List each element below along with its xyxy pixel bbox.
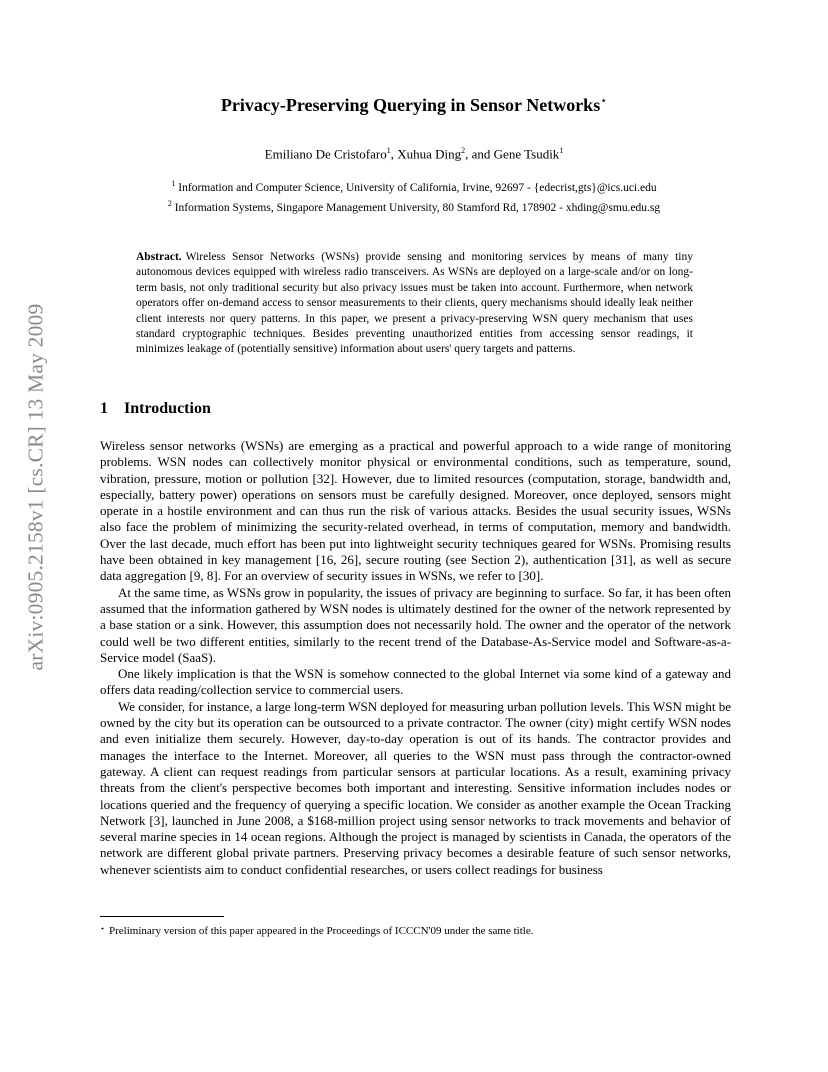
body-paragraph: We consider, for instance, a large long-term WSN deployed for measuring urban pollution levels. This WSN might be owned by the city but its operation can be outsourced to a private contractor. The owner (city) might certify WSN nodes and even initialize them securely. However, day-to-day operation is out of its hands. The contractor provides and manages the interface to the Internet. Moreover, all queries to the WSN must pass through the contractor-owned gateway. A client can request readings from particular sensors at particular locations. As a result, examining privacy threats from the client's perspective becomes both important and interesting. Sensitive information includes nodes or locations queried and the frequency of querying a specific location. We consider as another example the Ocean Tracking Network [3], launched in June 2008, a $168-million project using sensor networks to track movements and behavior of several marine species in 14 ocean regions. Although the project is managed by scientists in Canada, the operators of the network are different global private partners. Preserving privacy becomes a desirable feature of such sensor networks, whenever scientists aim to conduct confidential researches, or users collect readings for business bbox=[100, 698, 731, 877]
paper-title bbox=[80, 94, 748, 116]
section-title: Introduction bbox=[124, 400, 211, 417]
title-footnote-mark: ⋆ bbox=[600, 95, 608, 107]
author-affiliation-mark: 1 bbox=[386, 146, 391, 155]
author-name: Gene Tsudik bbox=[493, 146, 560, 162]
section-body bbox=[100, 438, 731, 878]
abstract bbox=[136, 250, 693, 358]
arxiv-identifier-stamp: arXiv:0905.2158v1 [cs.CR] 13 May 2009 bbox=[23, 303, 48, 671]
section-number: 1 bbox=[100, 400, 108, 417]
section-heading bbox=[100, 400, 211, 418]
abstract-text: Wireless Sensor Networks (WSNs) provide sensing and monitoring services by means of many tiny autonomous devices equipped with wireless radio transceivers. As WSNs are deployed on a large-scale and/or on long-term basis, not only traditional security but also privacy issues must be taken into account. Furthermore, when network operators offer on-demand access to sensor measurements to their clients, query mechanisms should ideally leak neither client interests nor query patterns. In this paper, we present a privacy-preserving WSN query mechanism that uses standard cryptographic techniques. Besides preventing unauthorized entities from accessing sensor readings, it minimizes leakage of (potentially sensitive) information about users' query targets and patterns. bbox=[136, 251, 693, 356]
author-name: Emiliano De Cristofaro bbox=[264, 146, 387, 162]
body-paragraph: Wireless sensor networks (WSNs) are emerging as a practical and powerful approach to a wide range of monitoring problems. WSN nodes can collectively monitor physical or environmental conditions, such as temperature, sound, vibration, pressure, motion or pollution [32]. However, due to limited resources (computation, storage, bandwidth and, especially, battery power) operations on sensors must be carefully designed. Moreover, once deployed, sensors might operate in a hostile environment and can thus run the risk of various attacks. Besides the usual security issues, WSNs also face the problem of minimizing the security-related overhead, in terms of computation, memory and bandwidth. Over the last decade, much effort has been put into lightweight security techniques geared for WSNs. Promising results have been obtained in key management [16, 26], secure routing (see Section 2), authentication [31], as well as secure data aggregation [9, 8]. For an overview of security issues in WSNs, we refer to [30]. bbox=[100, 438, 731, 584]
author-separator: , bbox=[390, 146, 398, 162]
footnote bbox=[100, 922, 731, 938]
affiliation-mark: 1 bbox=[171, 179, 176, 188]
footnote-rule bbox=[100, 916, 224, 917]
author-affiliation-mark: 2 bbox=[461, 146, 466, 155]
affiliation-mark: 2 bbox=[167, 198, 172, 208]
abstract-label: Abstract. bbox=[136, 251, 182, 263]
author-separator: , and bbox=[465, 146, 494, 162]
affiliation-list bbox=[80, 176, 748, 216]
author-affiliation-mark: 1 bbox=[559, 146, 564, 155]
author-list bbox=[80, 146, 748, 162]
footnote-text: Preliminary version of this paper appeared in the Proceedings of ICCCN'09 under the same title. bbox=[109, 925, 534, 937]
affiliation-line bbox=[80, 176, 748, 196]
affiliation-text: Information and Computer Science, University of California, Irvine, 92697 - {edecrist,gts}@ics.uci.edu bbox=[178, 181, 657, 194]
body-paragraph: At the same time, as WSNs grow in popularity, the issues of privacy are beginning to surface. So far, it has been often assumed that the information gathered by WSN nodes is ultimately destined for the owner of the network represented by a base station or a sink. However, this assumption does not necessarily hold. The owner and the operator of the network could well be two different entities, similarly to the recent trend of the Database-As-Service model and Software-as-a-Service model (SaaS). bbox=[100, 584, 731, 665]
affiliation-text: Information Systems, Singapore Management University, 80 Stamford Rd, 178902 - xhding@smu.edu.sg bbox=[174, 201, 661, 214]
author-name: Xuhua Ding bbox=[397, 146, 462, 162]
footnote-mark: ⋆ bbox=[100, 924, 106, 933]
paper-title-text: Privacy-Preserving Querying in Sensor Networks bbox=[220, 95, 601, 115]
affiliation-line bbox=[80, 196, 748, 216]
body-paragraph: One likely implication is that the WSN is somehow connected to the global Internet via some kind of a gateway and offers data reading/collection service to commercial users. bbox=[100, 666, 731, 698]
